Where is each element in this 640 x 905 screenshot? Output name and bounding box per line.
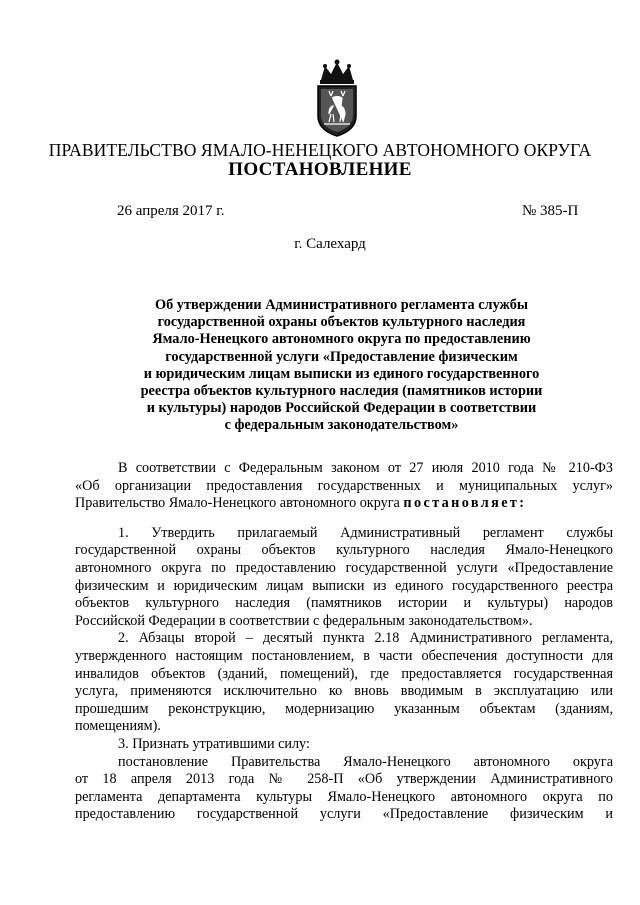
title-line: государственной охраны объектов культурного наследия xyxy=(157,314,526,331)
title-line: и юридическим лицам выписки из единого государственного xyxy=(143,365,540,382)
paragraph-line: Российской Федерации в соответствии с федеральным законодательством». xyxy=(75,612,533,629)
title-line: и культуры) народов Российской Федерации в соответствии xyxy=(146,400,537,417)
paragraph-3a xyxy=(75,754,613,824)
document-body xyxy=(75,460,613,824)
paragraph-line: предоставлению государственной услуги «Предоставление физическим и xyxy=(75,806,613,823)
preamble-paragraph xyxy=(75,460,613,513)
title-line: с федеральным законодательством» xyxy=(224,417,459,434)
title-line: реестра объектов культурного наследия (памятников истории xyxy=(140,383,543,400)
paragraph-line: прошедшим реконструкцию, модернизацию указанным объектам (зданиям, xyxy=(75,700,613,717)
paragraph-line: 1. Утвердить прилагаемый Административный регламент службы xyxy=(118,524,613,541)
title-line: государственной услуги «Предоставление физическим xyxy=(165,348,518,365)
paragraph-line: регламента департамента культуры Ямало-Ненецкого автономного округа по xyxy=(75,788,613,805)
paragraph-line: объектов культурного наследия (памятников истории и культуры) народов xyxy=(75,595,613,612)
resolves-word: постановляет: xyxy=(403,495,527,512)
paragraph-3 xyxy=(75,736,613,754)
paragraph-line: инвалидов объектов (зданий, помещений), где предоставляется государственная xyxy=(75,665,613,682)
document-title xyxy=(118,297,565,435)
paragraph-line: 2. Абзацы второй – десятый пункта 2.18 Административного регламента, xyxy=(118,630,613,647)
document-date: 26 апреля 2017 г. xyxy=(117,203,225,219)
paragraph-line: постановление Правительства Ямало-Ненецкого автономного округа xyxy=(118,753,613,770)
paragraph-line: утвержденного настоящим постановлением, в части обеспечения доступности для xyxy=(75,647,613,664)
title-line: Об утверждении Административного регламента службы xyxy=(154,297,529,313)
preamble-line xyxy=(75,495,613,513)
paragraph-line: услуга, применяются исключительно ко вновь вводимым в эксплуатацию или xyxy=(75,683,613,700)
paragraph-line: физическим и юридическим лицам выписки из единого государственного реестра xyxy=(75,577,613,594)
paragraph-line: 3. Признать утратившими силу: xyxy=(118,735,310,752)
paragraph-line: автономного округа по предоставлению государственной услуги «Предоставление xyxy=(75,559,613,576)
document-number: № 385-П xyxy=(522,203,579,219)
preamble-line: В соответствии с Федеральным законом от 27 июля 2010 года № 210-ФЗ xyxy=(118,460,613,476)
paragraph-line: помещениям). xyxy=(75,718,161,735)
paragraph-1 xyxy=(75,525,613,631)
government-name: ПРАВИТЕЛЬСТВО ЯМАЛО-НЕНЕЦКОГО АВТОНОМНОГО ОКРУГА xyxy=(48,140,592,160)
coat-of-arms-emblem xyxy=(307,58,367,138)
paragraph-line: от 18 апреля 2013 года № 258-П «Об утверждении Административного xyxy=(75,771,613,788)
preamble-text: Правительство Ямало-Ненецкого автономного округа xyxy=(75,495,400,512)
paragraph-line: государственной охраны объектов культурного наследия Ямало-Ненецкого xyxy=(75,542,613,559)
paragraph-2 xyxy=(75,630,613,736)
document-type: ПОСТАНОВЛЕНИЕ xyxy=(228,159,412,180)
title-line: Ямало-Ненецкого автономного округа по предоставлению xyxy=(152,331,531,348)
preamble-line: «Об организации предоставления государственных и муниципальных услуг» xyxy=(75,477,613,494)
document-city: г. Салехард xyxy=(294,236,366,252)
